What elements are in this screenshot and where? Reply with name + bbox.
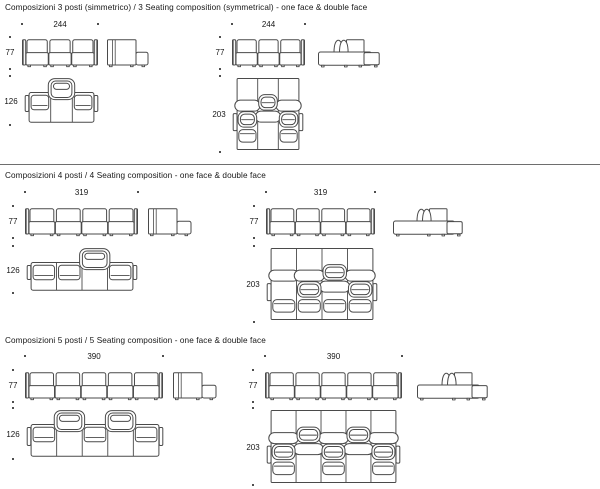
- front-elevation-drawing: [266, 208, 375, 238]
- dim-dot: [252, 369, 254, 371]
- dim-height-label: 77: [8, 381, 18, 390]
- dim-dot: [219, 75, 221, 77]
- dim-depth-label: 203: [212, 110, 226, 119]
- dim-height-label: 77: [5, 48, 15, 57]
- dim-dot: [252, 407, 254, 409]
- section-4-seating: [0, 164, 600, 329]
- dim-dot: [12, 407, 14, 409]
- dim-height-label: 77: [249, 217, 259, 226]
- dim-dot: [9, 68, 11, 70]
- dim-width-label: 319: [74, 188, 89, 197]
- plan-one-face-drawing: [25, 78, 98, 123]
- side-elevation-double-face-drawing: [393, 208, 463, 238]
- dim-height-label: 77: [248, 381, 258, 390]
- section-5-seating: [0, 329, 600, 489]
- plan-one-face-drawing: [27, 248, 137, 291]
- plan-double-face-drawing: [233, 78, 303, 150]
- dim-width-label: 319: [313, 188, 328, 197]
- dim-dot: [12, 458, 14, 460]
- dim-width-label: 244: [53, 20, 67, 29]
- side-elevation-one-face-drawing: [148, 208, 192, 238]
- dim-height-label: 77: [8, 217, 18, 226]
- dim-dot: [253, 245, 255, 247]
- front-elevation-drawing: [232, 39, 305, 69]
- dim-depth-label: 126: [6, 429, 20, 439]
- dim-dot: [219, 36, 221, 38]
- section-3-seating: [0, 0, 600, 164]
- plan-double-face-drawing: [267, 410, 400, 483]
- dim-dot: [12, 292, 14, 294]
- side-elevation-one-face-drawing: [107, 39, 149, 69]
- dim-dot: [12, 237, 14, 239]
- front-elevation-drawing: [22, 39, 98, 69]
- dim-width-label: 390: [87, 352, 101, 361]
- dim-dot: [12, 369, 14, 371]
- dim-depth-label: 126: [6, 265, 20, 275]
- dim-dot: [219, 151, 221, 153]
- dim-dot: [253, 237, 255, 239]
- dim-width-label: 244: [261, 20, 276, 29]
- dim-depth-label: 203: [246, 442, 260, 452]
- section-divider: [0, 164, 600, 165]
- front-elevation-drawing: [25, 372, 163, 402]
- side-elevation-double-face-drawing: [417, 372, 488, 402]
- dim-height-label: 77: [215, 48, 225, 57]
- dim-width-label: 390: [326, 352, 341, 361]
- dim-dot: [12, 401, 14, 403]
- side-elevation-one-face-drawing: [173, 372, 217, 402]
- dim-dot: [9, 36, 11, 38]
- side-elevation-double-face-drawing: [318, 39, 380, 69]
- section-title: Composizioni 4 posti / 4 Seating composition - one face & double face: [5, 171, 266, 180]
- section-title: Composizioni 5 posti / 5 Seating composition - one face & double face: [5, 336, 266, 345]
- dim-dot: [9, 124, 11, 126]
- dim-dot: [252, 401, 254, 403]
- dim-dot: [12, 205, 14, 207]
- dim-dot: [9, 75, 11, 77]
- dim-depth-label: 126: [4, 96, 18, 106]
- dim-dot: [253, 205, 255, 207]
- section-title: Composizioni 3 posti (simmetrico) / 3 Seating composition (symmetrical) - one face & double face: [5, 3, 368, 12]
- dim-dot: [12, 245, 14, 247]
- dim-dot: [219, 68, 221, 70]
- front-elevation-drawing: [25, 208, 138, 238]
- front-elevation-drawing: [265, 372, 402, 402]
- plan-one-face-drawing: [27, 410, 163, 457]
- dim-dot: [253, 321, 255, 323]
- dim-depth-label: 203: [246, 280, 260, 289]
- dim-dot: [252, 484, 254, 486]
- plan-double-face-drawing: [267, 248, 377, 320]
